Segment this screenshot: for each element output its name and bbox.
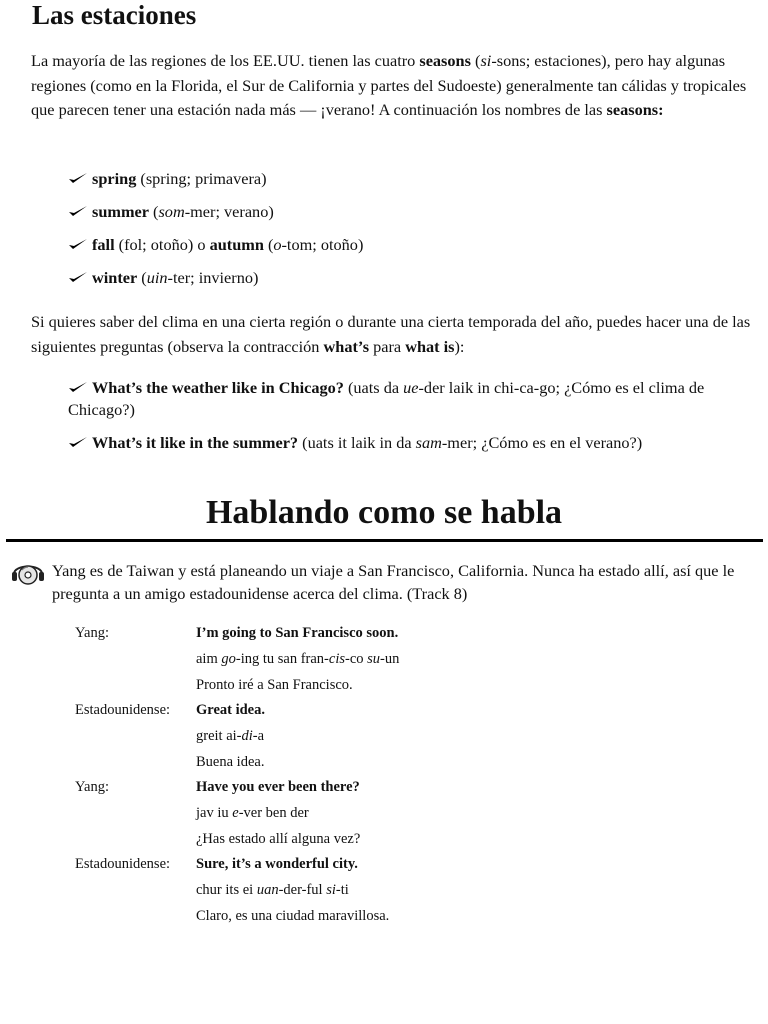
season-item-spring: spring (spring; primavera) — [68, 168, 738, 190]
audio-cd-icon[interactable] — [11, 558, 45, 591]
dialogue-spanish: Buena idea. — [196, 754, 265, 770]
dialogue-english: Sure, it’s a wonderful city. — [196, 856, 358, 872]
checkmark-icon — [68, 237, 88, 251]
talk-section-title: Hablando como se habla — [205, 494, 563, 531]
season-item-fall: fall (fol; otoño) o autumn (o-tom; otoño) — [68, 234, 738, 256]
question-item-chicago: What’s the weather like in Chicago? (uats da ue-der laik in chi-ca-go; ¿Cómo es el clima de Chicago?) — [68, 378, 705, 419]
question-item-summer: What’s it like in the summer? (uats it laik in da sam-mer; ¿Cómo es en el verano?) — [68, 432, 738, 454]
dialogue-pronunciation: jav iu e-ver ben der — [196, 805, 309, 821]
dialogue-speaker: Estadounidense: — [75, 702, 171, 718]
dialogue-speaker: Yang: — [75, 625, 109, 641]
dialogue-spanish: Claro, es una ciudad maravillosa. — [196, 908, 390, 924]
seasons-intro-paragraph: La mayoría de las regiones de los EE.UU. tienen las cuatro seasons (si-sons; estaciones), pero hay algunas regiones (como en la Florida, el Sur de California y partes del Sudoeste) generalmente tan cálidas y tropicales que parecen tener una estación nada más — ¡verano! A continuación los nombres de las seasons: — [31, 51, 747, 119]
checkmark-icon — [68, 380, 88, 394]
checkmark-icon — [68, 204, 88, 218]
dialogue-spanish: ¿Has estado allí alguna vez? — [196, 831, 361, 847]
dialogue-pronunciation: greit ai-di-a — [196, 728, 265, 744]
dialogue-speaker: Estadounidense: — [75, 856, 171, 872]
dialogue-pronunciation: chur its ei uan-der-ful si-ti — [196, 882, 349, 898]
checkmark-icon — [68, 270, 88, 284]
checkmark-icon — [68, 435, 88, 449]
weather-intro-paragraph: Si quieres saber del clima en una cierta región o durante una cierta temporada del año, puedes hacer una de las siguientes preguntas (observa la contracción what’s para what is): — [31, 312, 751, 356]
section-title: Las estaciones — [32, 0, 197, 30]
checkmark-icon — [68, 171, 88, 185]
dialogue-english: Have you ever been there? — [196, 779, 360, 795]
dialogue-spanish: Pronto iré a San Francisco. — [196, 677, 353, 693]
dialogue-speaker: Yang: — [75, 779, 109, 795]
dialogue-english: Great idea. — [196, 702, 265, 718]
season-item-summer: summer (som-mer; verano) — [68, 201, 738, 223]
dialogue-intro: Yang es de Taiwan y está planeando un viaje a San Francisco, California. Nunca ha estado allí, así que le pregunta a un amigo estadounidense acerca del clima. (Track 8) — [52, 561, 735, 603]
dialogue-english: I’m going to San Francisco soon. — [196, 625, 399, 641]
section-divider — [6, 539, 763, 542]
dialogue-pronunciation: aim go-ing tu san fran-cis-co su-un — [196, 651, 400, 667]
season-item-winter: winter (uin-ter; invierno) — [68, 267, 738, 289]
